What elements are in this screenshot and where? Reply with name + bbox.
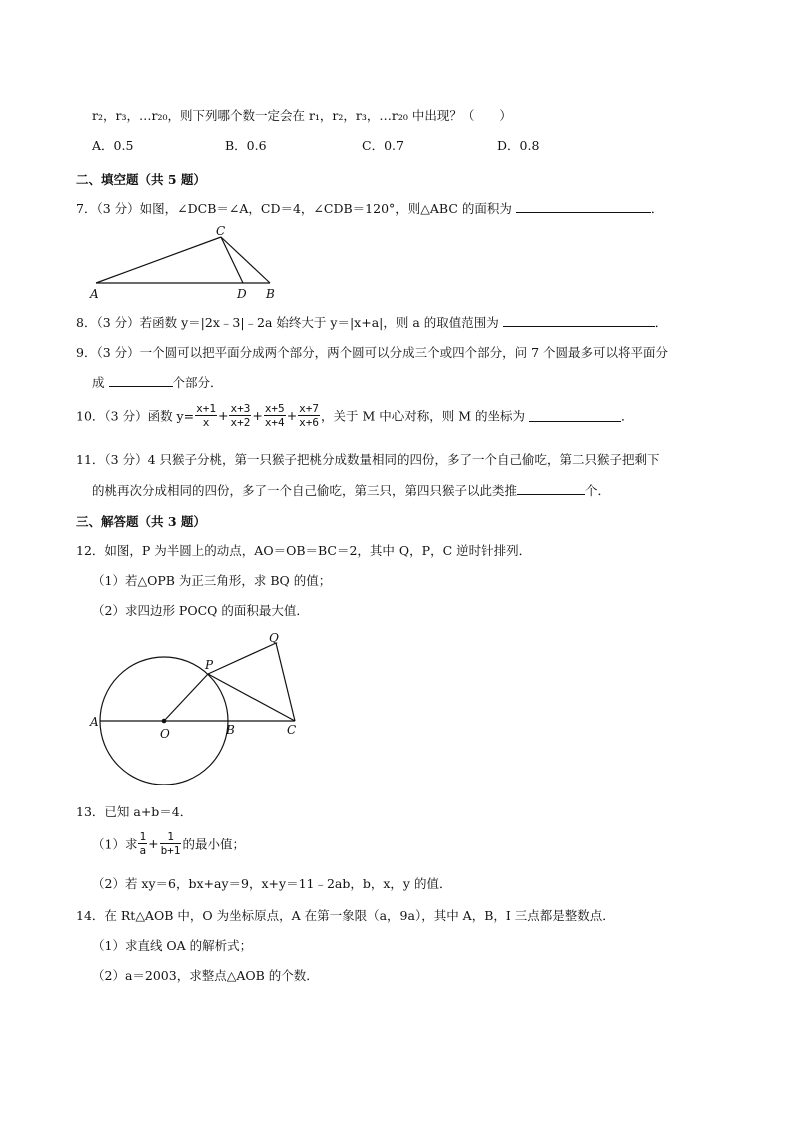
q14-sub1: （1）求直线 OA 的解析式； xyxy=(92,938,253,953)
q12-label-a: A xyxy=(90,715,99,729)
q12-label-o: O xyxy=(160,727,170,741)
q13-sub1-post: 的最小值； xyxy=(182,836,245,852)
q7-text: 7．（3 分）如图，∠DCB＝∠A，CD＝4，∠CDB＝120°，则△ABC 的面积为 ． xyxy=(76,201,664,216)
q11-line2-post: 个． xyxy=(585,483,611,498)
q14-sub2: （2）a＝2003，求整点△AOB 的个数． xyxy=(92,968,319,983)
q11-line2 xyxy=(92,481,610,499)
q11-answer-blank xyxy=(517,482,585,495)
q10-frac-2 xyxy=(229,402,251,429)
q10-frac-3-num: x+5 xyxy=(264,402,285,415)
q10-frac-1-den: x xyxy=(202,416,210,429)
q10-post: ，关于 M 中心对称，则 M 的坐标为 xyxy=(321,408,526,424)
q10-frac-1 xyxy=(195,402,217,429)
q11-line1: 11．（3 分）4 只猴子分桃，第一只猴子把桃分成数量相同的四份，多了一个自己偷吃，第二只猴子把剩下 xyxy=(76,452,660,467)
q7-label-d: D xyxy=(237,287,247,301)
q7-label-a: A xyxy=(90,287,99,301)
q8-text: 8．（3 分）若函数 y＝|2x﹣3|﹣2a 始终大于 y＝|x+a|，则 a 的取值范围为 ． xyxy=(76,315,668,330)
q7-label-c: C xyxy=(216,224,226,238)
q13-text: 13．已知 a+b＝4． xyxy=(76,804,193,819)
q9-answer-blank xyxy=(109,374,173,387)
q13-frac-2-num: 1 xyxy=(160,830,182,844)
q10-line: 10．（3 分）函数 y= $\frac{x+1}{x}$ + $\frac{x+3}{x+2}$ + $\frac{x+5}{x+4}$ + $\frac{x+7}{x+6}$ ，关于 M 中心对称，则 M 的坐标为 ． xyxy=(76,402,634,429)
q9-line2-pre: 成 xyxy=(92,375,105,390)
q13-frac-1 xyxy=(138,830,147,857)
q13-sub2: （2）若 xy＝6，bx+ay＝9，x+y＝11﹣2ab，b，x，y 的值． xyxy=(92,876,452,891)
section2-heading: 二、填空题（共 5 题） xyxy=(76,172,206,187)
q8-text-content: 8．（3 分）若函数 y＝|2x﹣3|﹣2a 始终大于 y＝|x+a|，则 a 的取值范围为 xyxy=(76,315,499,330)
q10-frac-1-num: x+1 xyxy=(196,402,216,415)
q13-sub1 xyxy=(92,830,245,857)
q10-plus-3: + xyxy=(286,408,298,423)
q10-frac-4-num: x+7 xyxy=(299,402,320,415)
q10-plus-2: + xyxy=(252,408,263,423)
q10-pre: 10．（3 分）函数 y= xyxy=(76,408,195,424)
q9-line1: 9．（3 分）一个圆可以把平面分成两个部分，两个圆可以分成三个或四个部分，问 7 个圆最多可以将平面分 xyxy=(76,345,669,360)
q13-frac-1-num: 1 xyxy=(139,830,147,843)
q12-label-b: B xyxy=(226,723,235,737)
q11-line2-pre: 的桃再次分成相同的四份，多了一个自己偷吃，第三只，第四只猴子以此类推 xyxy=(92,483,518,498)
q7-answer-blank xyxy=(516,200,651,213)
q6-option-b: B．0.6 xyxy=(225,138,267,153)
q10-frac-4-den: x+6 xyxy=(299,416,320,429)
q6-option-c: C．0.7 xyxy=(362,138,404,153)
q6-tail: r₂，r₃，…r₂₀，则下列哪个数一定会在 r₁，r₂，r₃，…r₂₀ 中出现？（ ） xyxy=(92,108,512,123)
q12-label-q: Q xyxy=(269,631,279,645)
q6-option-d: D．0.8 xyxy=(497,138,540,153)
q12-sub2: （2）求四边形 POCQ 的面积最大值． xyxy=(92,603,309,618)
q13-frac-2-den: b+1 xyxy=(160,844,181,857)
q6-option-a: A．0.5 xyxy=(92,138,134,153)
q13-plus: + xyxy=(148,836,159,851)
q10-frac-3-den: x+4 xyxy=(264,416,285,429)
q12-label-c: C xyxy=(287,723,297,737)
q12-sub1: （1）若△OPB 为正三角形，求 BQ 的值； xyxy=(92,573,332,588)
q7-text-content: 7．（3 分）如图，∠DCB＝∠A，CD＝4，∠CDB＝120°，则△ABC 的面积为 xyxy=(76,201,512,216)
q10-frac-2-den: x+2 xyxy=(230,416,251,429)
q10-frac-2-num: x+3 xyxy=(230,402,251,415)
q9-line2-post: 个部分． xyxy=(172,375,223,390)
q10-frac-3 xyxy=(264,402,286,429)
q9-line2 xyxy=(92,373,223,391)
q7-triangle-figure xyxy=(85,222,290,302)
q7-label-b: B xyxy=(266,287,275,301)
q14-text: 14．在 Rt△AOB 中，O 为坐标原点，A 在第一象限（a，9a），其中 A，B，I 三点都是整数点． xyxy=(76,908,615,923)
q10-answer-blank xyxy=(529,409,621,422)
section3-heading: 三、解答题（共 3 题） xyxy=(76,514,206,529)
q13-frac-1-den: a xyxy=(139,844,147,857)
q10-plus-1: + xyxy=(217,408,229,423)
q12-label-p: P xyxy=(205,658,214,672)
q13-sub1-pre: （1）求 xyxy=(92,836,138,852)
q10-frac-4 xyxy=(298,402,320,429)
q13-frac-2 xyxy=(160,830,182,857)
q8-answer-blank xyxy=(503,314,655,327)
q12-semicircle-figure xyxy=(85,630,305,785)
q12-text: 12．如图，P 为半圆上的动点，AO＝OB＝BC＝2，其中 Q，P，C 逆时针排列． xyxy=(76,543,532,558)
